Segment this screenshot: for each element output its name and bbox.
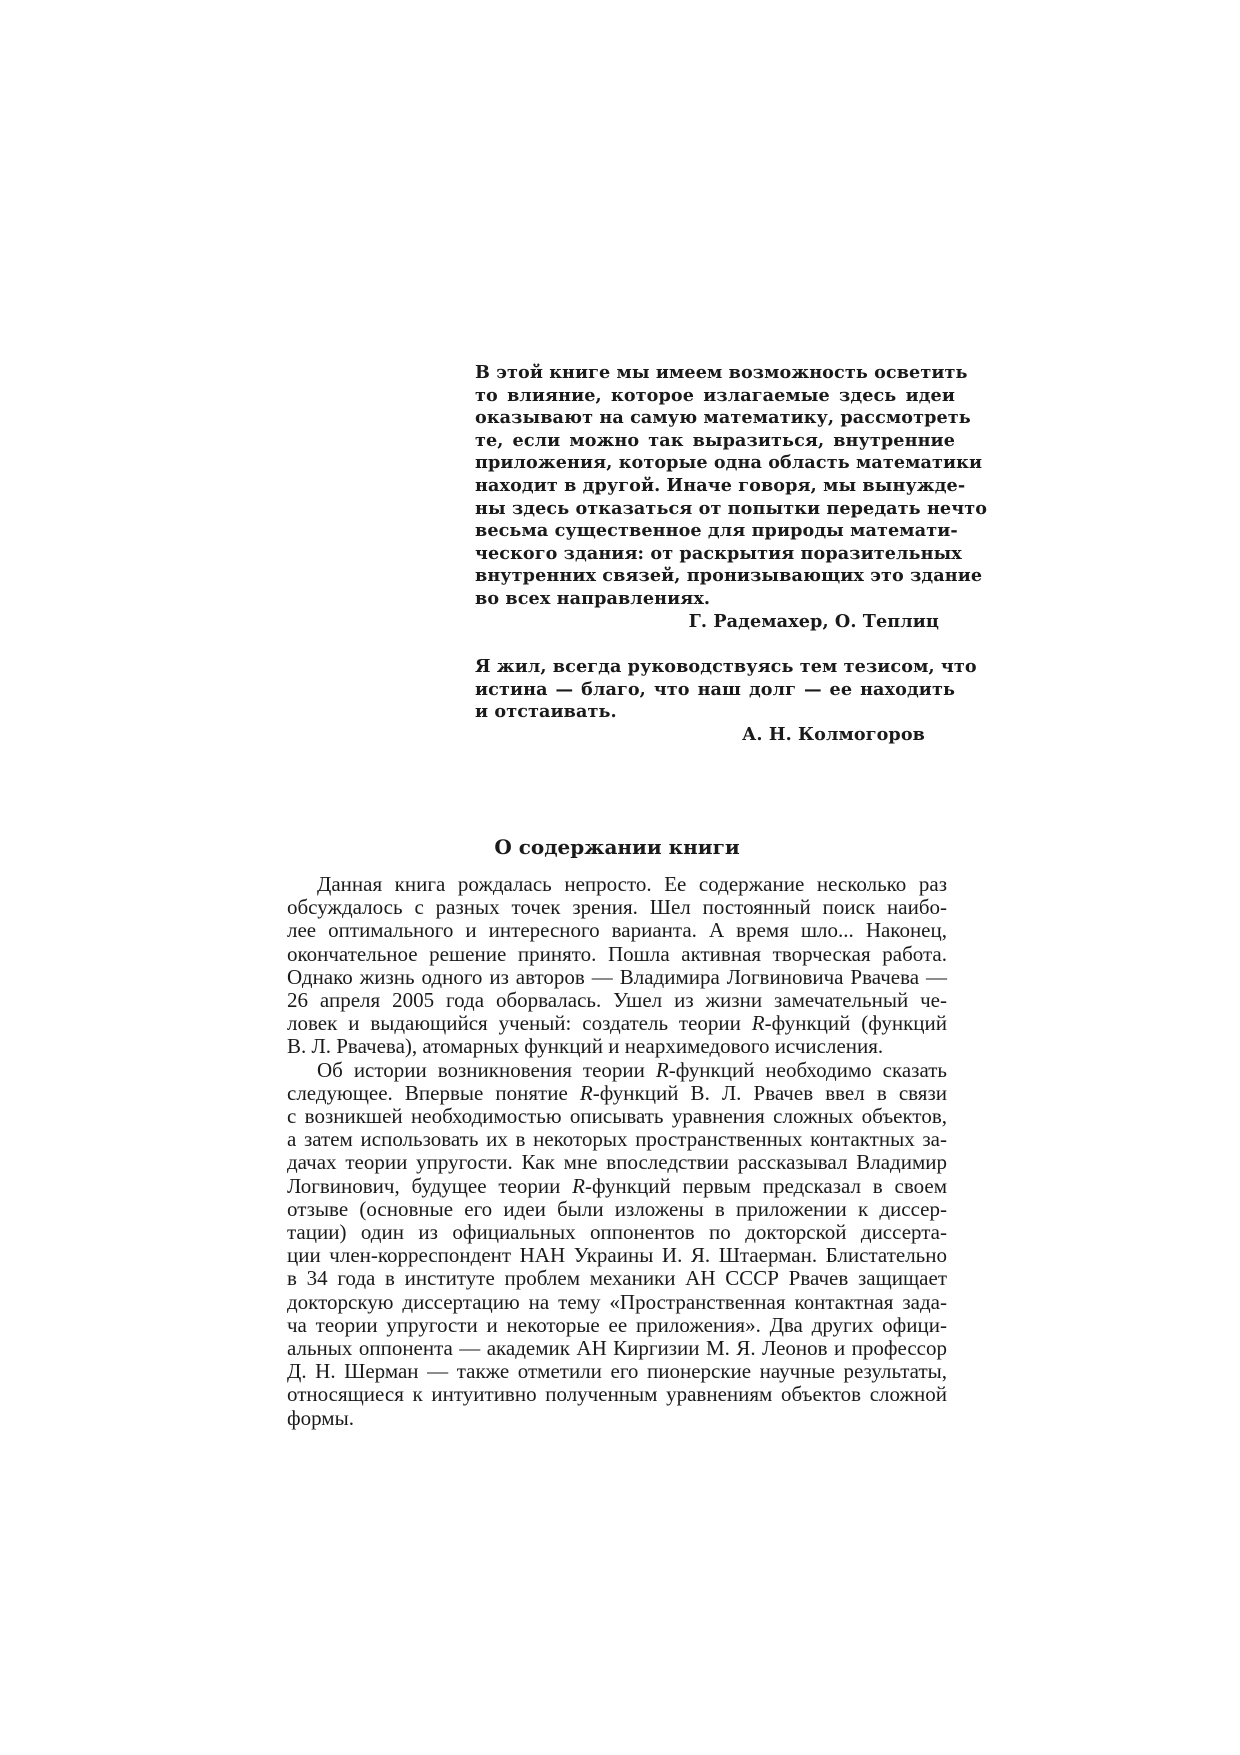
text-line: обсуждалось с разных точек зрения. Шел постоянный поиск наибо- (287, 895, 947, 920)
text-line: окончательное решение принято. Пошла активная творческая работа. (287, 941, 947, 966)
text-line: Однако жизнь одного из авторов — Владимира Логвиновича Рвачева — (287, 964, 947, 989)
text-line: отзыве (основные его идеи были изложены в приложении к диссер- (287, 1196, 947, 1221)
text-line (287, 1082, 947, 1105)
text-line: ции член-корреспондент НАН Украины И. Я. Штаерман. Блистательно (287, 1243, 947, 1268)
text-segment: -функций В. Л. Рвачев ввел в связи (592, 1080, 947, 1105)
section-title: О содержании книги (494, 835, 740, 859)
text-line (287, 1175, 947, 1198)
epigraph-line: оказывают на самую математику, рассмотреть (475, 407, 971, 429)
text-line: В. Л. Рвачева), атомарных функций и неархимедового исчисления. (287, 1034, 884, 1059)
paragraph-1 (287, 873, 947, 1059)
text-line: лее оптимального и интересного варианта. А время шло... Наконец, (287, 918, 947, 943)
epigraph-line: те, если можно так выразиться, внутренние (475, 429, 955, 451)
epigraph-kolmogorov (475, 656, 977, 746)
epigraph-line: ны здесь отказаться от попытки передать нечто (475, 497, 988, 519)
text-segment: -функций необходимо сказать (668, 1057, 947, 1082)
text-line (287, 1012, 947, 1035)
text-line: 26 апреля 2005 года оборвалась. Ушел из жизни замечательный че- (287, 988, 947, 1013)
text-line: Данная книга рождалась непросто. Ее содержание несколько раз (317, 872, 947, 896)
epigraph-line: истина — благо, что наш долг — ее находить (475, 678, 955, 700)
epigraph-attribution: А. Н. Колмогоров (742, 723, 925, 745)
text-line: ча теории упругости и некоторые ее приложения». Два других офици- (287, 1312, 947, 1337)
epigraph-line: весьма существенное для природы математи- (475, 520, 958, 542)
text-segment: -функций (функций (764, 1011, 947, 1036)
epigraph-line: находит в другой. Иначе говоря, мы вынужде- (475, 474, 966, 496)
text-line: дачах теории упругости. Как мне впоследствии рассказывал Владимир (287, 1150, 947, 1175)
epigraph-attribution: Г. Радемахер, О. Теплиц (688, 610, 939, 632)
text-segment: -функций первым предсказал в своем (584, 1173, 947, 1198)
epigraph-line: ческого здания: от раскрытия поразительных (475, 542, 962, 564)
text-line: а затем использовать их в некоторых пространственных контактных за- (287, 1127, 947, 1152)
epigraph-line: Я жил, всегда руководствуясь тем тезисом, что (475, 656, 977, 677)
text-line: тации) один из официальных оппонентов по докторской диссерта- (287, 1220, 947, 1245)
math-symbol: R (751, 1011, 765, 1036)
epigraph-line: приложения, которые одна область математики (475, 452, 983, 474)
body-text (287, 873, 947, 1430)
text-line: докторскую диссертацию на тему «Пространственная контактная зада- (287, 1289, 947, 1314)
paragraph-2 (287, 1059, 947, 1430)
math-symbol: R (572, 1173, 585, 1198)
text-line (287, 1059, 947, 1082)
epigraph-line: и отстаивать. (475, 701, 617, 723)
text-segment: Об истории возникновения теории (317, 1057, 656, 1082)
text-line: в 34 года в институте проблем механики АН СССР Рвачев защищает (287, 1266, 947, 1291)
epigraph-line: во всех направлениях. (475, 587, 711, 609)
text-line: с возникшей необходимостью описывать уравнения сложных объектов, (287, 1104, 947, 1129)
text-line: альных оппонента — академик АН Киргизии М. Я. Леонов и профессор (287, 1336, 947, 1361)
text-line: Д. Н. Шерман — также отметили его пионерские научные результаты, (287, 1359, 947, 1384)
text-segment: следующее. Впервые понятие (287, 1080, 580, 1105)
text-line: относящиеся к интуитивно полученным уравнениям объектов сложной (287, 1382, 947, 1407)
text-segment: Логвинович, будущее теории (287, 1173, 573, 1198)
epigraph-line: В этой книге мы имеем возможность осветить (475, 362, 968, 383)
math-symbol: R (655, 1057, 669, 1082)
epigraph-line: внутренних связей, пронизывающих это здание (475, 565, 983, 587)
text-line: формы. (287, 1405, 354, 1430)
text-segment: ловек и выдающийся ученый: создатель теории (287, 1011, 752, 1036)
epigraph-line: то влияние, которое излагаемые здесь идеи (475, 384, 955, 406)
epigraph-rademacher-toeplitz (475, 362, 988, 633)
math-symbol: R (579, 1080, 593, 1105)
